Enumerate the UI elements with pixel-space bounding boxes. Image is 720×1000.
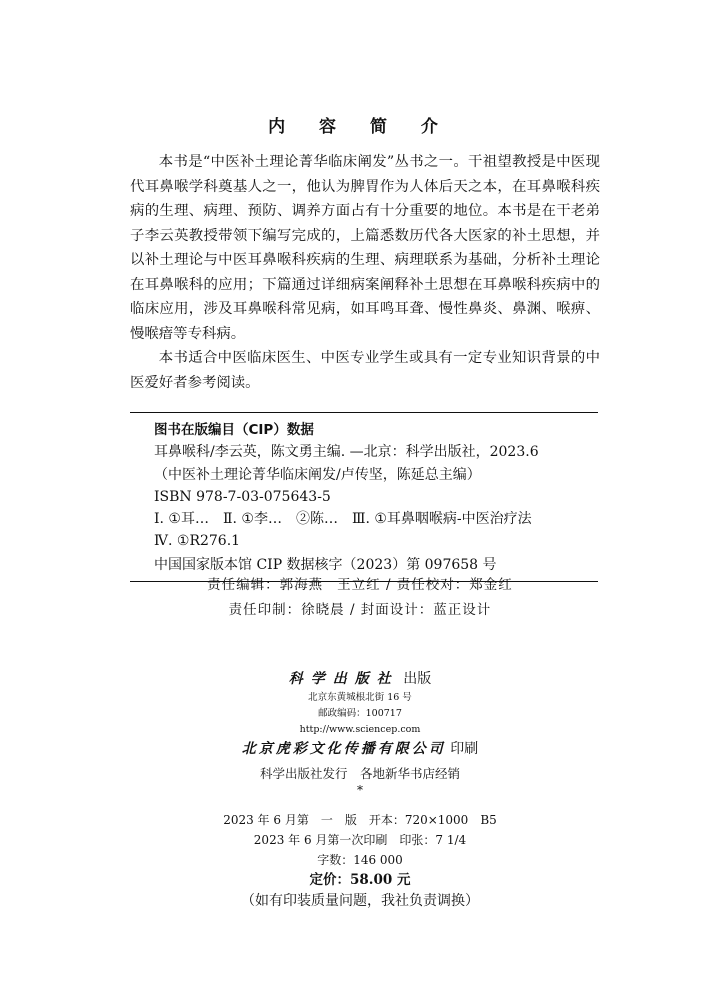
publisher-line	[0, 668, 720, 690]
cip-record-number: 中国国家版本馆 CIP 数据核字（2023）第 097658 号	[154, 556, 497, 573]
responsible-editor-2: 王立红	[337, 577, 381, 593]
edition-line: 2023 年 6 月第 一 版 开本：720×1000 B5	[223, 813, 497, 827]
credits-line-1	[0, 573, 720, 598]
credits-line-2	[0, 598, 720, 623]
cover-designer: / 封面设计：蓝正设计	[349, 602, 492, 618]
printing-line: 2023 年 6 月第一次印刷 印张：7 1/4	[253, 833, 467, 847]
publisher-address: 北京东黄城根北街 16 号	[308, 692, 412, 703]
cip-heading: 图书在版编目（CIP）数据	[154, 422, 314, 438]
publisher-verb: 出版	[403, 671, 432, 687]
separator-star: *	[357, 783, 363, 797]
printer-verb: 印刷	[450, 741, 479, 757]
page-title: 内 容 简 介	[268, 117, 452, 137]
proofreader: / 责任校对：郑金红	[385, 577, 513, 593]
cip-title-line: 耳鼻喉科/李云英，陈文勇主编. —北京：科学出版社，2023.6	[154, 444, 539, 461]
publisher-block	[0, 668, 720, 796]
responsible-editor: 责任编辑：郭海燕	[207, 577, 324, 593]
price: 定价：58.00 元	[309, 872, 411, 888]
publisher-postcode: 邮政编码：100717	[318, 708, 402, 719]
credits	[0, 573, 720, 623]
publisher-name: 科学出版社	[288, 671, 399, 687]
cip-classification-1: Ⅰ. ①耳… Ⅱ. ①李… ②陈… Ⅲ. ①耳鼻咽喉病-中医治疗法	[154, 511, 532, 528]
publisher-url: http://www.sciencep.com	[299, 724, 421, 735]
intro-paragraph-2: 本书适合中医临床医生、中医专业学生或具有一定专业知识背景的中医爱好者参考阅读。	[130, 350, 600, 391]
book-introduction	[130, 150, 600, 395]
printer-line	[0, 738, 720, 760]
edition-block	[0, 810, 720, 912]
intro-paragraph-1: 本书是“中医补土理论菁华临床阐发”丛书之一。干祖望教授是中医现代耳鼻喉学科奠基人之一，他认为脾胃作为人体后天之本，在耳鼻喉科疾病的生理、病理、预防、调养方面占有十分重要的地位。本书是在干老弟子李云英教授带领下编写完成的，上篇悉数历代各大医家的补土思想，并以补土理论与中医耳鼻喉科疾病的生理、病理联系为基础，分析补土理论在耳鼻喉科的应用；下篇通过详细病案阐释补土思想在耳鼻喉科疾病中的临床应用，涉及耳鼻喉科常见病，如耳鸣耳聋、慢性鼻炎、鼻渊、喉痹、慢喉瘖等专科病。	[130, 154, 600, 342]
print-supervisor: 责任印制：徐晓晨	[228, 602, 345, 618]
distribution-line: 科学出版社发行 各地新华书店经销	[259, 766, 460, 781]
cip-classification-2: Ⅳ. ①R276.1	[154, 533, 241, 550]
cip-data-block	[130, 412, 598, 582]
cip-isbn: ISBN 978-7-03-075643-5	[154, 488, 331, 505]
printer-name: 北京虎彩文化传播有限公司	[241, 741, 446, 757]
quality-note: （如有印装质量问题，我社负责调换）	[241, 893, 479, 909]
cip-series-line: （中医补土理论菁华临床阐发/卢传坚，陈延总主编）	[154, 466, 481, 483]
word-count: 字数：146 000	[317, 853, 403, 867]
